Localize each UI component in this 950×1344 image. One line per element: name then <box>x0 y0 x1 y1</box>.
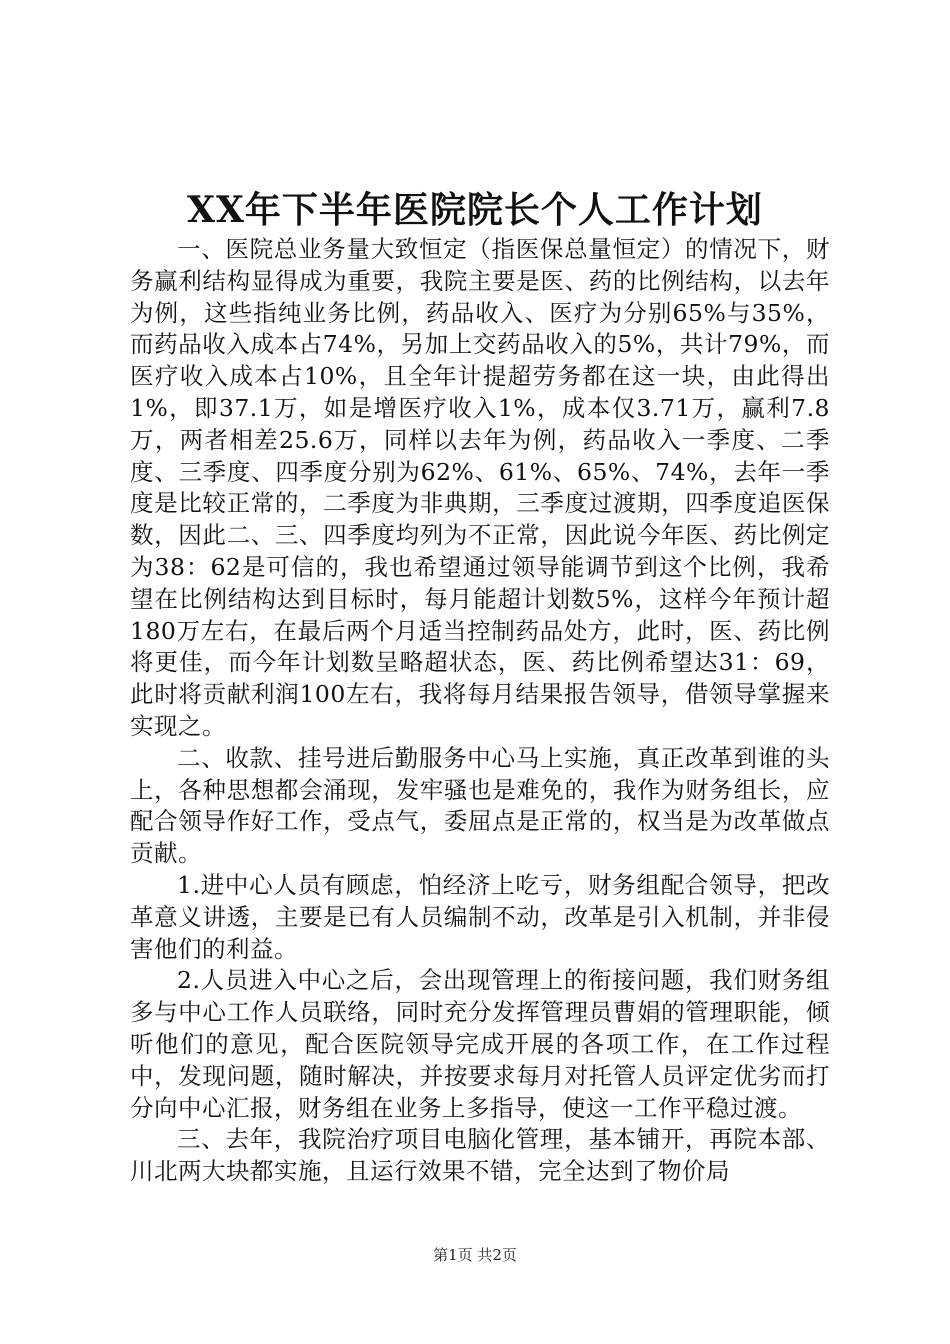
paragraph-1: 一、医院总业务量大致恒定（指医保总量恒定）的情况下，财务赢利结构显得成为重要，我院主要是医、药的比例结构，以去年为例，这些指纯业务比例，药品收入、医疗为分别65%与35%，而药品收入成本占74%，另加上交药品收入的5%，共计79%，而医疗收入成本占10%，且全年计提超劳务都在这一块，由此得出1%，即37.1万，如是增医疗收入1%，成本仅3.71万，赢利7.8万，两者相差25.6万，同样以去年为例，药品收入一季度、二季度、三季度、四季度分别为62%、61%、65%、74%，去年一季度是比较正常的，二季度为非典期，三季度过渡期，四季度追医保数，因此二、三、四季度均列为不正常，因此说今年医、药比例定为38：62是可信的，我也希望通过领导能调节到这个比例，我希望在比例结构达到目标时，每月能超计划数5%，这样今年预计超180万左右，在最后两个月适当控制药品处方，此时，医、药比例将更佳，而今年计划数呈略超状态，医、药比例希望达31：69，此时将贡献利润100左右，我将每月结果报告领导，借领导掌握来实现之。 <box>130 235 830 740</box>
page-number-footer: 第1页 共2页 <box>433 1246 517 1264</box>
paragraph-4: 2.人员进入中心之后，会出现管理上的衔接问题，我们财务组多与中心工作人员联络，同时充分发挥管理员曹娟的管理职能，倾听他们的意见，配合医院领导完成开展的各项工作，在工作过程中，发现问题，随时解决，并按要求每月对托管人员评定优劣而打分向中心汇报，财务组在业务上多指导，使这一工作平稳过渡。 <box>130 966 830 1122</box>
paragraph-5: 三、去年，我院治疗项目电脑化管理，基本铺开，再院本部、川北两大块都实施，且运行效果不错，完全达到了物价局 <box>130 1125 830 1186</box>
document-title: XX年下半年医院院长个人工作计划 <box>187 189 763 231</box>
paragraph-2: 二、收款、挂号进后勤服务中心马上实施，真正改革到谁的头上，各种思想都会涌现，发牢骚也是难免的，我作为财务组长，应配合领导作好工作，受点气，委屈点是正常的，权当是为改革做点贡献。 <box>130 743 830 868</box>
document-body <box>130 234 830 1188</box>
paragraph-3: 1.进中心人员有顾虑，怕经济上吃亏，财务组配合领导，把改革意义讲透，主要是已有人员编制不动，改革是引入机制，并非侵害他们的利益。 <box>130 870 830 963</box>
